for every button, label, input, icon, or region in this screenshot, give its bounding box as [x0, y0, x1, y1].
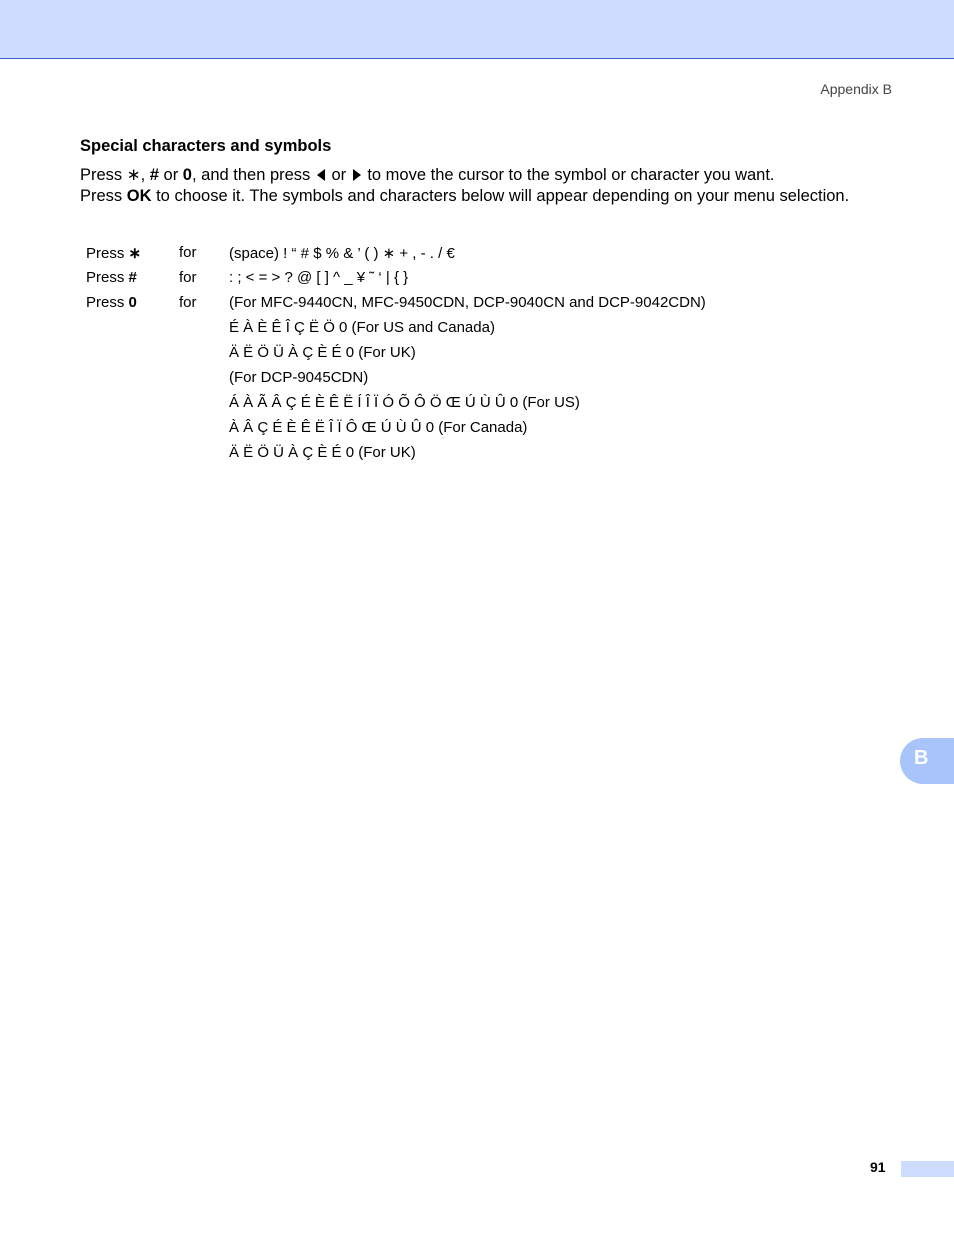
- row-key: [86, 244, 141, 262]
- header-band: [0, 0, 954, 59]
- intro-line-2-rest: to choose it. The symbols and characters below will appear depending on your menu selection.: [151, 187, 850, 205]
- row-characters: À Â Ç É È Ê Ë Î Ï Ô Œ Ú Ù Û 0 (For Canada): [229, 419, 528, 436]
- row-key-prefix: Press: [86, 294, 129, 311]
- intro-line-1: [80, 165, 920, 186]
- triangle-right-icon: [353, 169, 361, 181]
- star-key-symbol: ∗: [126, 166, 141, 184]
- intro-line-2: [80, 186, 920, 207]
- row-characters: É À È Ê Î Ç Ë Ö 0 (For US and Canada): [229, 319, 495, 336]
- triangle-left-icon: [317, 169, 325, 181]
- intro-line-1-rest: to move the cursor to the symbol or character you want.: [362, 166, 775, 184]
- row-key-prefix: Press: [86, 269, 129, 286]
- intro-or-text-2: or: [326, 166, 351, 184]
- row-key-symbol: ∗: [128, 245, 142, 262]
- ok-key-label: OK: [126, 187, 152, 205]
- running-head: Appendix B: [820, 81, 892, 97]
- hash-key-symbol: #: [149, 166, 159, 184]
- row-key-prefix: Press: [86, 245, 129, 262]
- row-key-symbol: 0: [128, 294, 137, 311]
- page-number-bar: [901, 1161, 954, 1177]
- row-characters: Ä Ë Ö Ü À Ç È É 0 (For UK): [229, 444, 416, 461]
- zero-key-symbol: 0: [182, 166, 192, 184]
- row-characters: (For MFC-9440CN, MFC-9450CDN, DCP-9040CN and DCP-9042CDN): [229, 294, 706, 311]
- row-for-label: for: [179, 244, 197, 261]
- row-characters: Á À Ã Â Ç É È Ê Ë Í Î Ï Ó Õ Ô Ö Œ Ú Ù Û 0 (For US): [229, 394, 580, 411]
- row-characters: (For DCP-9045CDN): [229, 369, 369, 386]
- section-title: Special characters and symbols: [80, 137, 332, 155]
- side-tab-label: B: [914, 747, 929, 769]
- row-key: [86, 269, 137, 286]
- row-key: [86, 294, 137, 311]
- row-for-label: for: [179, 269, 197, 286]
- row-characters: (space) ! “ # $ % & ’ ( ) ∗ + , - . / €: [229, 245, 455, 262]
- intro-or-text: or: [158, 166, 183, 184]
- appendix-side-tab: [900, 738, 954, 784]
- page-number: 91: [870, 1159, 886, 1175]
- intro-paragraph: [80, 165, 920, 207]
- intro-press-text-2: Press: [80, 187, 127, 205]
- intro-separator: ,: [140, 166, 150, 184]
- intro-press-text: Press: [80, 166, 127, 184]
- intro-then-text: , and then press: [191, 166, 315, 184]
- row-key-symbol: #: [128, 269, 137, 286]
- row-characters: : ; < = > ? @ [ ] ^ _ ¥ ˜ ‘ | { }: [229, 269, 409, 286]
- row-for-label: for: [179, 294, 197, 311]
- row-characters: Ä Ë Ö Ü À Ç È É 0 (For UK): [229, 344, 416, 361]
